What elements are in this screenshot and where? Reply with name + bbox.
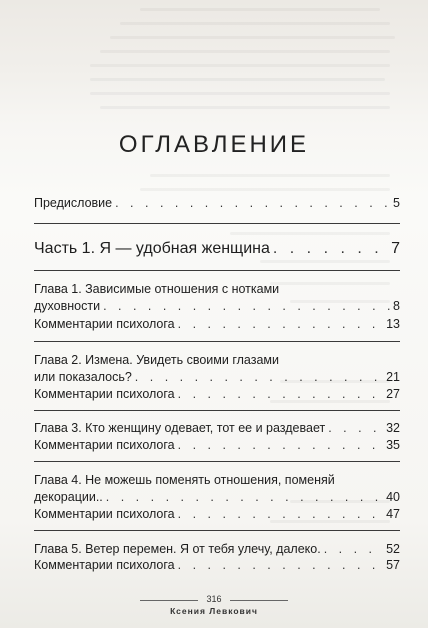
divider — [34, 530, 400, 531]
toc-entry-title: Глава 5. Ветер перемен. Я от тебя улечу, далеко. — [34, 542, 321, 556]
dot-leader — [103, 298, 390, 314]
toc-entry-title: декорации.. — [34, 490, 103, 504]
toc-entry-ch3-comments[interactable] — [34, 437, 400, 453]
toc-entry-ch4-line1[interactable]: Глава 4. Не можешь поменять отношения, поменяй — [34, 473, 335, 487]
toc-entry-ch4[interactable] — [34, 489, 400, 505]
dot-leader — [324, 541, 383, 557]
toc-entry-ch2-line1[interactable]: Глава 2. Измена. Увидеть своими глазами — [34, 353, 279, 367]
toc-entry-title: Часть 1. Я — удобная женщина — [34, 240, 270, 257]
toc-entry-title: Комментарии психолога — [34, 558, 175, 572]
dot-leader — [178, 557, 383, 573]
toc-entry-title: духовности — [34, 299, 101, 313]
toc-entry-title: Комментарии психолога — [34, 507, 175, 521]
toc-entry-title: Предисловие — [34, 196, 113, 210]
dot-leader — [178, 506, 383, 522]
toc-entry-ch3[interactable] — [34, 420, 400, 436]
toc-entry-part1[interactable] — [34, 239, 400, 259]
dot-leader — [178, 437, 383, 453]
divider — [34, 410, 400, 411]
toc-entry-page: 35 — [386, 438, 400, 452]
toc-entry-title: Комментарии психолога — [34, 387, 175, 401]
toc-entry-page: 13 — [386, 317, 400, 331]
toc-entry-page: 52 — [386, 542, 400, 556]
toc-entry-page: 27 — [386, 387, 400, 401]
divider — [34, 341, 400, 342]
toc-entry-ch1-line1[interactable]: Глава 1. Зависимые отношения с нотками — [34, 282, 280, 296]
toc-entry-title: Комментарии психолога — [34, 438, 175, 452]
divider — [34, 461, 400, 462]
toc-entry-page: 40 — [386, 490, 400, 504]
toc-entry-page: 47 — [386, 507, 400, 521]
toc-heading: ОГЛАВЛЕНИЕ — [118, 131, 310, 158]
dot-leader — [273, 239, 388, 259]
toc-entry-page: 8 — [393, 299, 400, 313]
toc-entry-page: 57 — [386, 558, 400, 572]
toc-entry-page: 5 — [393, 196, 400, 210]
dot-leader — [135, 369, 383, 385]
dot-leader — [106, 489, 383, 505]
toc-entry-title: Глава 3. Кто женщину одевает, тот ее и раздевает — [34, 421, 326, 435]
toc-entry-ch5-comments[interactable] — [34, 557, 400, 573]
toc-entry-page: 21 — [386, 370, 400, 384]
toc-entry-ch2[interactable] — [34, 369, 400, 385]
toc-entry-page: 7 — [391, 240, 400, 257]
divider — [34, 270, 400, 271]
toc-entry-page: 32 — [386, 421, 400, 435]
dot-leader — [328, 420, 383, 436]
divider — [34, 223, 400, 224]
toc-entry-preface[interactable] — [34, 195, 400, 211]
toc-entry-title: или показалось? — [34, 370, 132, 384]
toc-entry-title: Комментарии психолога — [34, 317, 175, 331]
toc-entry-ch1-comments[interactable] — [34, 316, 400, 332]
page-number: 316 — [206, 594, 222, 604]
toc-entry-ch5[interactable] — [34, 541, 400, 557]
toc-entry-ch2-comments[interactable] — [34, 386, 400, 402]
dot-leader — [115, 195, 390, 211]
running-footer-author: Ксения Левкович — [170, 606, 258, 616]
dot-leader — [178, 316, 383, 332]
toc-entry-ch4-comments[interactable] — [34, 506, 400, 522]
toc-entry-ch1[interactable] — [34, 298, 400, 314]
dot-leader — [178, 386, 383, 402]
